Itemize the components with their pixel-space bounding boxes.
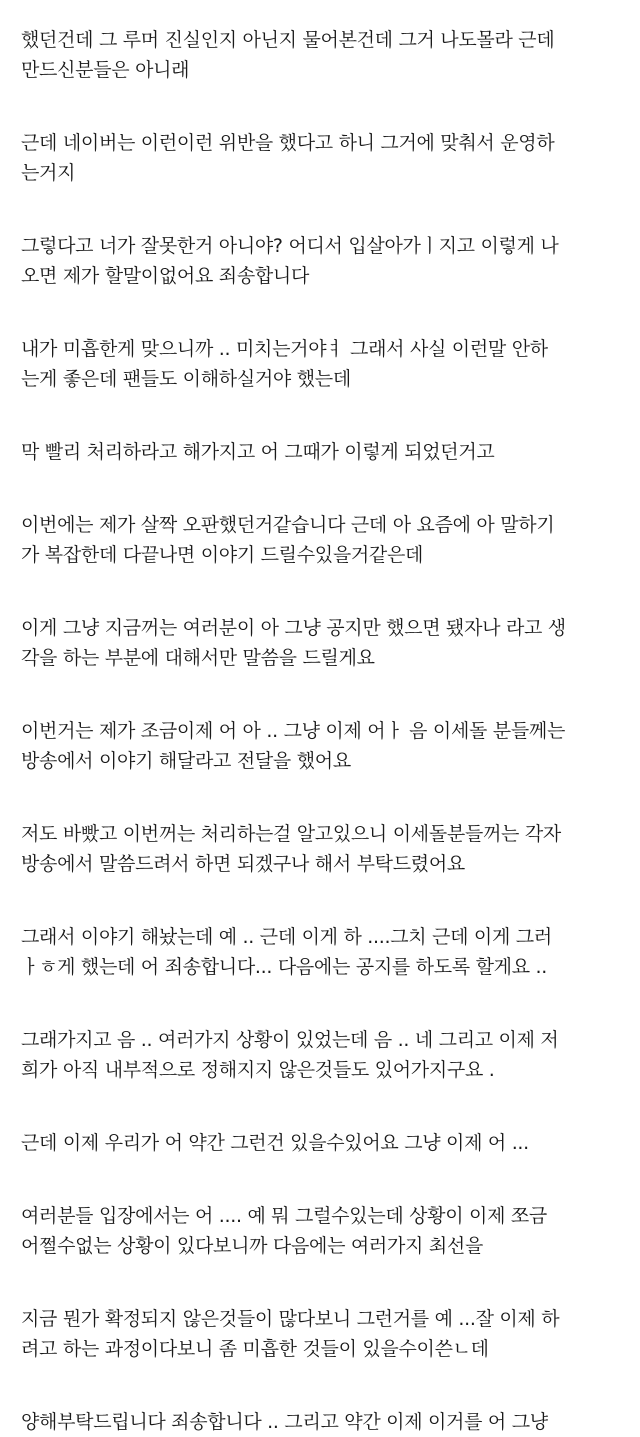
paragraph-line: 양해부탁드립니다 죄송합니다 .. 그리고 약간 이제 이거를 어 그냥: [21, 1411, 548, 1433]
paragraph-line: 는거지: [21, 162, 76, 184]
paragraph-line: 방송에서 말씀드려서 하면 되겠구나 해서 부탁드렸어요: [21, 853, 465, 875]
paragraph-line: 가 복잡한데 다끝나면 이야기 드릴수있을거같은데: [21, 544, 424, 566]
paragraph-line: 그래서 이야기 해놨는데 예 .. 근데 이게 하 ....그치 근데 이게 그러: [21, 926, 552, 948]
paragraph-line: 만드신분들은 아니래: [21, 59, 190, 81]
paragraph-line: 려고 하는 과정이다보니 좀 미흡한 것들이 있을수이쓴ㄴ데: [21, 1338, 489, 1360]
paragraph-line: 했던건데 그 루머 진실인지 아닌지 물어본건데 그거 나도몰라 근데: [21, 29, 555, 51]
paragraph-line: 지금 뭔가 확정되지 않은것들이 많다보니 그런거를 예 ...잘 이제 하: [21, 1308, 560, 1330]
paragraph-line: 이번에는 제가 살짝 오판했던거같습니다 근데 아 요즘에 아 말하기: [21, 514, 555, 536]
paragraph-line: 내가 미흡한게 맞으니까 .. 미치는거야ㅕ 그래서 사실 이런말 안하: [21, 338, 548, 360]
paragraph-line: 이게 그냥 지금꺼는 여러분이 아 그냥 공지만 했으면 됐자나 라고 생: [21, 617, 566, 639]
paragraph-line: 희가 아직 내부적으로 정해지지 않은것들도 있어가지구요 .: [21, 1059, 495, 1081]
paragraph-line: 저도 바빴고 이번꺼는 처리하는걸 알고있으니 이세돌분들꺼는 각자: [21, 823, 561, 845]
paragraph-line: 여러분들 입장에서는 어 .... 예 뭐 그럴수있는데 상황이 이제 쪼금: [21, 1205, 547, 1227]
paragraph-line: 각을 하는 부분에 대해서만 말씀을 드릴게요: [21, 647, 375, 669]
paragraph-line: 이번거는 제가 조금이제 어 아 .. 그냥 이제 어ㅏ 음 이세돌 분들께는: [21, 720, 566, 742]
paragraph-line: 는게 좋은데 팬들도 이해하실거야 했는데: [21, 368, 351, 390]
paragraph-line: 그래가지고 음 .. 여러가지 상황이 있었는데 음 .. 네 그리고 이제 저: [21, 1029, 559, 1051]
paragraph-line: 어쩔수없는 상황이 있다보니까 다음에는 여러가지 최선을: [21, 1235, 483, 1257]
paragraph-line: 막 빨리 처리하라고 해가지고 어 그때가 이렇게 되었던거고: [21, 441, 495, 463]
paragraph-line: 그렇다고 너가 잘못한거 아니야? 어디서 입살아가ㅣ지고 이렇게 나: [21, 235, 559, 257]
paragraph-line: 근데 네이버는 이런이런 위반을 했다고 하니 그거에 맞춰서 운영하: [21, 132, 555, 154]
paragraph-line: ㅏㅎ게 했는데 어 죄송합니다... 다음에는 공지를 하도록 할게요 ..: [21, 956, 547, 978]
paragraph-line: 근데 이제 우리가 어 약간 그런건 있을수있어요 그냥 이제 어 ...: [21, 1132, 529, 1154]
paragraph-line: 오면 제가 할말이없어요 죄송합니다: [21, 265, 310, 287]
paragraph-line: 방송에서 이야기 해달라고 전달을 했어요: [21, 750, 351, 772]
